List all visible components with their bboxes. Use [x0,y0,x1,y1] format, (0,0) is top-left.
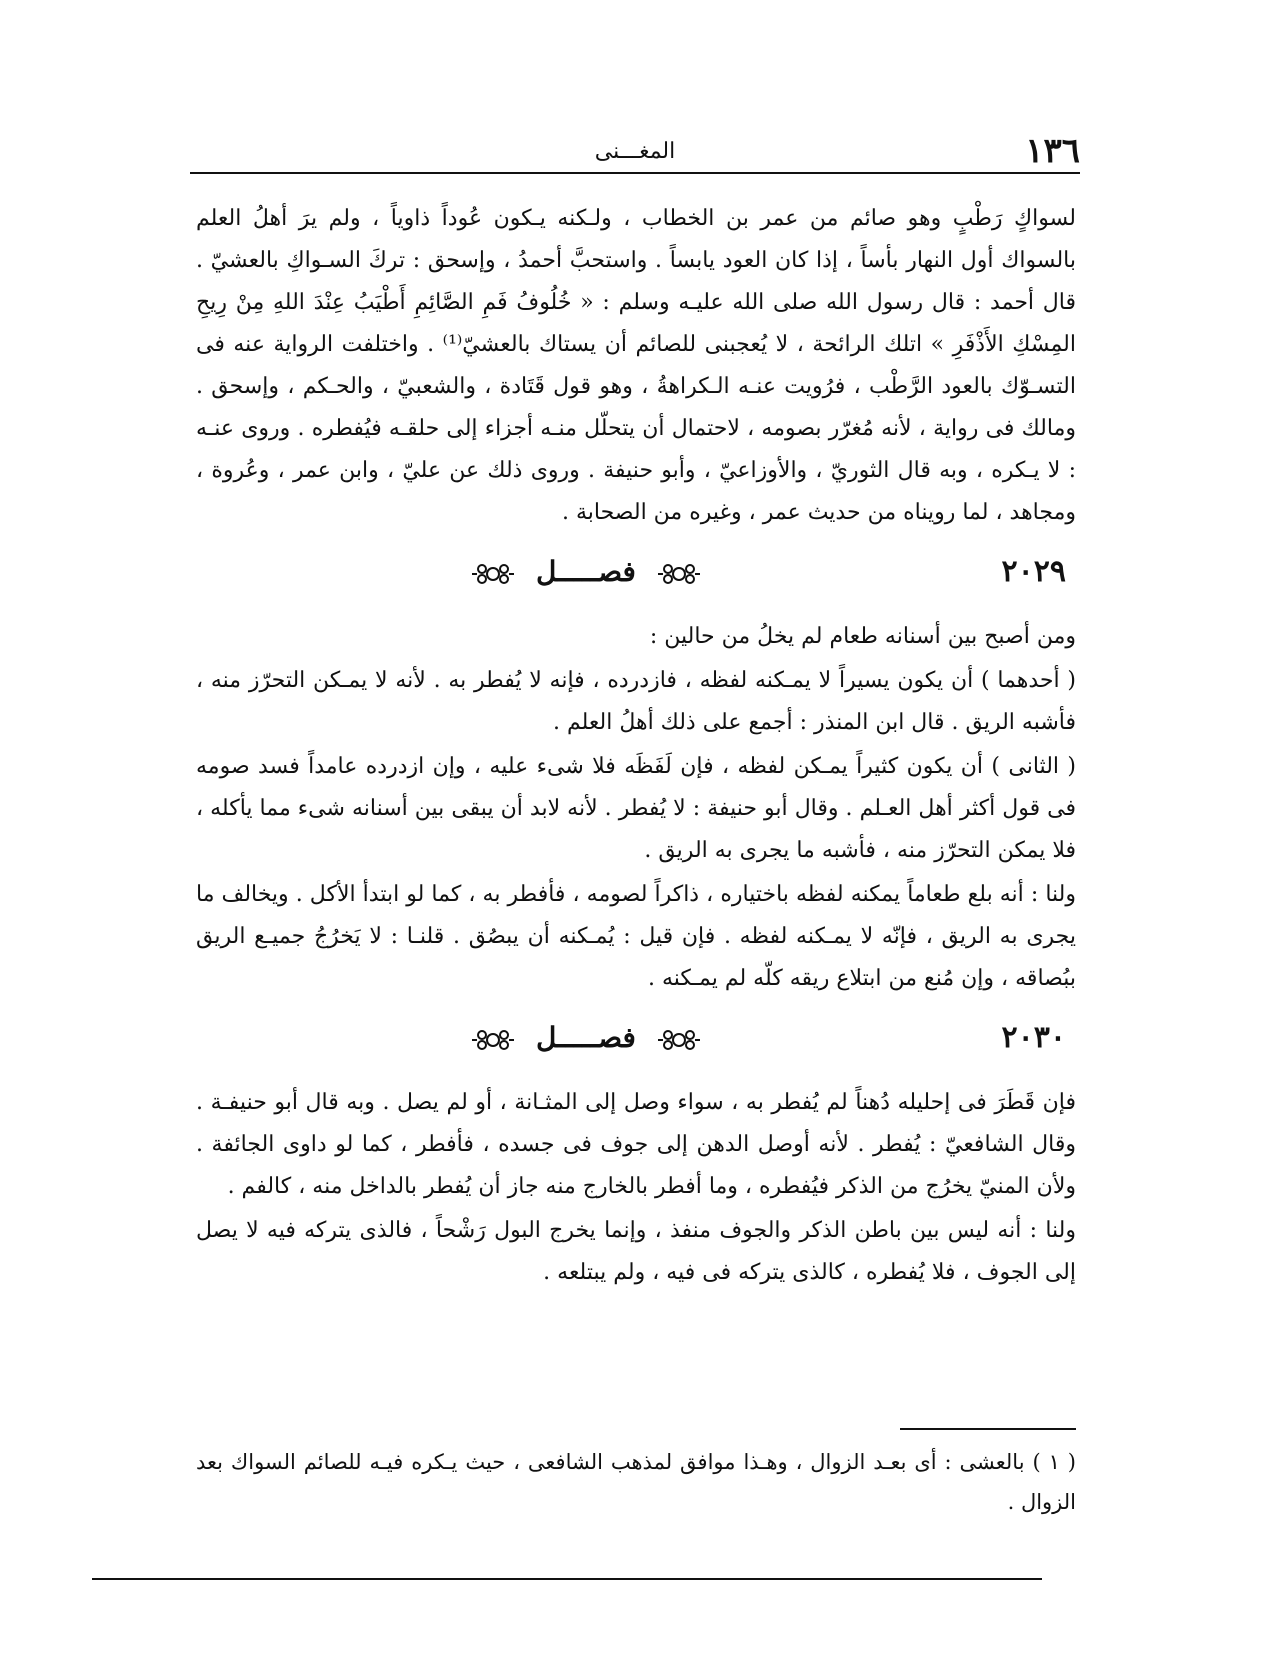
section-paragraph: ( أحدهما ) أن يكون يسيراً لا يمـكنه لفظه ، فازدرده ، فإنه لا يُفطر به . لأنه لا يمـكن التحرّز منه ، فأشبه الريق . قال ابن المنذر : أجمع على ذلك أهلُ العلم . [196,668,1076,735]
page-header [190,128,1080,174]
ornament-icon [656,1025,702,1055]
section-title: فصـــــل [536,1021,636,1054]
footnote: ( ١ ) بالعشى : أى بعـد الزوال ، وهـذا موافق لمذهب الشافعى ، حيث يـكره فيـه للصائم السواك بعد الزوال . [196,1450,1076,1514]
ornament-icon [470,1025,516,1055]
section-paragraph: فإن قَطَرَ فى إحليله دُهناً لم يُفطر به ، سواء وصل إلى المثـانة ، أو لم يصل . وبه قال أبو حنيفـة . وقال الشافعيّ : يُفطر . لأنه أوصل الدهن إلى جوف فى جسده ، فأفطر ، كما لو داوى الجائفة . ولأن المنيّ يخرُج من الذكر فيُفطره ، وما أفطر بالخارج منه جاز أن يُفطر بالداخل منه ، كالفم . [196,1090,1076,1199]
footnote-divider [900,1428,1076,1430]
ornament-icon [656,559,702,589]
section-paragraph: ومن أصبح بين أسنانه طعام لم يخلُ من حالين : [649,624,1076,649]
section-paragraph: ولنا : أنه ليس بين باطن الذكر والجوف منفذ ، وإنما يخرج البول رَشْحاً ، فالذى يتركه فيه لا يصل إلى الجوف ، فلا يُفطره ، كالذى يتركه فى فيه ، ولم يبتلعه . [196,1218,1076,1285]
header-divider [190,172,1080,174]
section-title-group [436,552,736,592]
section-number: ٢٠٣٠ [1001,1020,1066,1055]
footnotes [196,1442,1076,1522]
intro-paragraph: لسواكٍ رَطْبٍ وهو صائم من عمر بن الخطاب ، ولـكنه يـكون عُوداً ذاوياً ، ولم يرَ أهلُ العلم بالسواك أول النهار بأساً ، إذا كان العود يابساً . واستحبَّ أحمدُ ، وإسحق : تركَ السـواكِ بالعشيّ . قال أحمد : قال رسول الله صلى الله عليـه وسلم : « خُلُوفُ فَمِ الصَّائِمِ أَطْيَبُ عِنْدَ اللهِ مِنْ رِيحِ المِسْكِ الأَذْفَرِ » اتلك الرائحة ، لا يُعجبنى للصائم أن يستاك بالعشيّ⁽¹⁾ . واختلفت الرواية عنه فى التسـوّك بالعود الرَّطْب ، فرُويت عنـه الـكراهةُ ، وهو قول قَتَادة ، والشعبيّ ، والحـكم ، وإسحق . ومالك فى رواية ، لأنه مُغرّر بصومه ، لاحتمال أن يتحلّل منـه أجزاء إلى حلقـه فيُفطره . وروى عنـه : لا يـكره ، وبه قال الثوريّ ، والأوزاعيّ ، وأبو حنيفة . وروى ذلك عن عليّ ، وابن عمر ، وعُروة ، ومجاهد ، لما رويناه من حديث عمر ، وغيره من الصحابة . [196,206,1076,525]
section-paragraph: ولنا : أنه بلع طعاماً يمكنه لفظه باختياره ، ذاكراً لصومه ، فأفطر به ، كما لو ابتدأ الأكل . ويخالف ما يجرى به الريق ، فإنّه لا يمـكنه لفظه . فإن قيل : يُمـكنه أن يبصُق . قلنـا : لا يَخرُجُ جميـع الريق ببُصاقه ، وإن مُنع من ابتلاع ريقه كلّه لم يمـكنه . [196,882,1077,991]
bottom-divider [92,1578,1042,1580]
main-text [196,198,1076,1294]
running-title: المغـــنى [594,139,676,164]
page-number: ١٣٦ [1025,131,1080,171]
section-title-group [436,1018,736,1058]
section-heading-2029 [196,546,1076,602]
ornament-icon [470,559,516,589]
section-number: ٢٠٢٩ [1001,554,1066,589]
section-heading-2030 [196,1012,1076,1068]
section-title: فصـــــل [536,555,636,588]
section-paragraph: ( الثانى ) أن يكون كثيراً يمـكن لفظه ، فإن لَفَظَه فلا شىء عليه ، وإن ازدرده عامداً فسد صومه فى قول أكثر أهل العـلم . وقال أبو حنيفة : لا يُفطر . لأنه لابد أن يبقى بين أسنانه شىء مما يأكله ، فلا يمكن التحرّز منه ، فأشبه ما يجرى به الريق . [196,754,1076,863]
